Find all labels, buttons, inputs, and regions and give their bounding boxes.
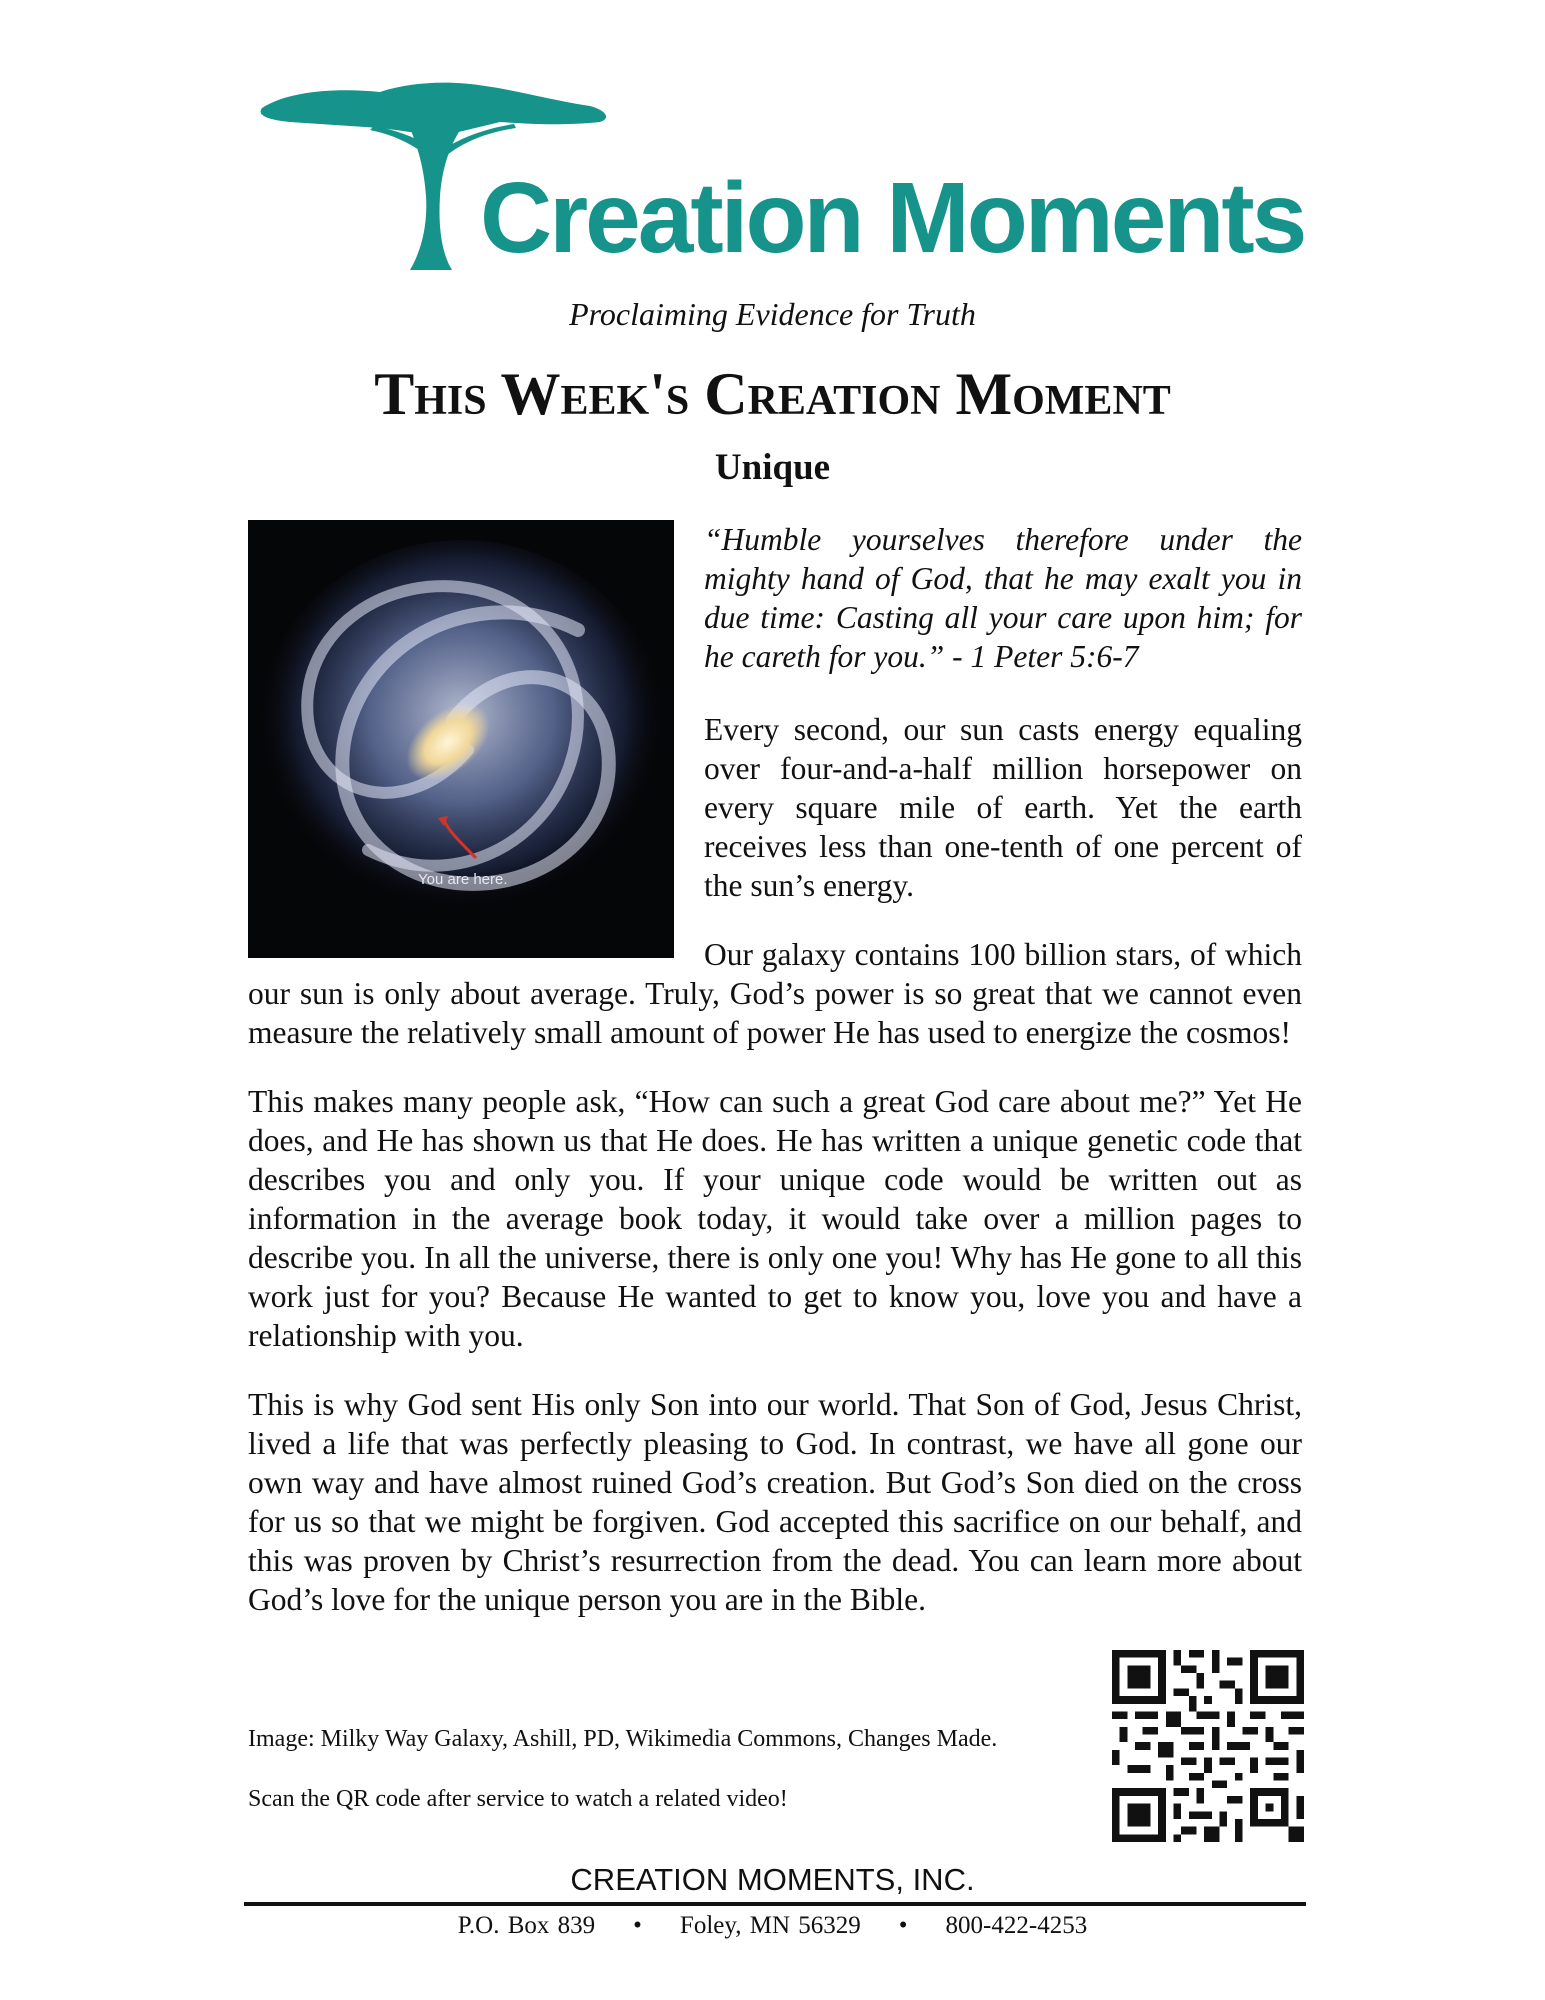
separator-dot: • — [633, 1912, 642, 1939]
phone-number: 800-422-4253 — [945, 1912, 1088, 1939]
footer-address — [0, 1912, 1545, 1940]
po-box: P.O. Box 839 — [457, 1912, 596, 1939]
page-headline: This Week's Creation Moment — [374, 361, 1171, 427]
image-credit: Image: Milky Way Galaxy, Ashill, PD, Wikimedia Commons, Changes Made. — [248, 1726, 998, 1752]
company-name: CREATION MOMENTS, INC. — [570, 1862, 975, 1897]
article-title: Unique — [714, 447, 831, 488]
footer-divider — [244, 1902, 1306, 1906]
city: Foley, MN 56329 — [679, 1912, 861, 1939]
scan-note: Scan the QR code after service to watch a related video! — [248, 1786, 788, 1812]
article-paragraph: This is why God sent His only Son into our world. That Son of God, Jesus Christ, lived a life that was perfectly pleasing to God. In contrast, we have all gone our own way and have almost ruined God’s creation. But God’s Son died on the cross for us so that we might be forgiven. God accepted this sacrifice on our behalf, and this was proven by Christ’s resurrection from the dead. You can learn more about God’s love for the unique person you are in the Bible. — [248, 1387, 1302, 1617]
bible-verse: “Humble yourselves therefore under the mighty hand of God, that he may exalt you in due time: Casting all your care upon him; for he careth for you.” - 1 Peter 5:6-7 — [704, 522, 1302, 674]
tagline: Proclaiming Evidence for Truth — [569, 296, 976, 332]
qr-code[interactable] — [1112, 1650, 1304, 1842]
article-paragraph: This makes many people ask, “How can such a great God care about me?” Yet He does, and He has shown us that He does. He has written a unique genetic code that describes you and only you. If your unique code would be written out as information in the average book today, it would take over a million pages to describe you. In all the universe, there is only one you! Why has He gone to all this work just for you? Because He wanted to get to know you, love you and have a relationship with you. — [248, 1084, 1302, 1353]
article-paragraph: Every second, our sun casts energy equaling over four-and-a-half million horsepower on every square mile of earth. Yet the earth receives less than one-tenth of one percent of the sun’s energy. — [704, 712, 1302, 903]
separator-dot: • — [898, 1912, 908, 1939]
creation-moments-logo — [260, 78, 1305, 278]
logo-text: Creation Moments — [480, 162, 1305, 274]
you-are-here-label: You are here. — [418, 871, 508, 888]
milky-way-galaxy-image — [248, 520, 674, 958]
article-paragraph: Our galaxy contains 100 billion stars, of which our sun is only about average. Truly, God’s power is so great that we cannot even measure the relatively small amount of power He has used to energize the cosmos! — [248, 937, 1302, 1050]
article-body — [248, 520, 1302, 1649]
